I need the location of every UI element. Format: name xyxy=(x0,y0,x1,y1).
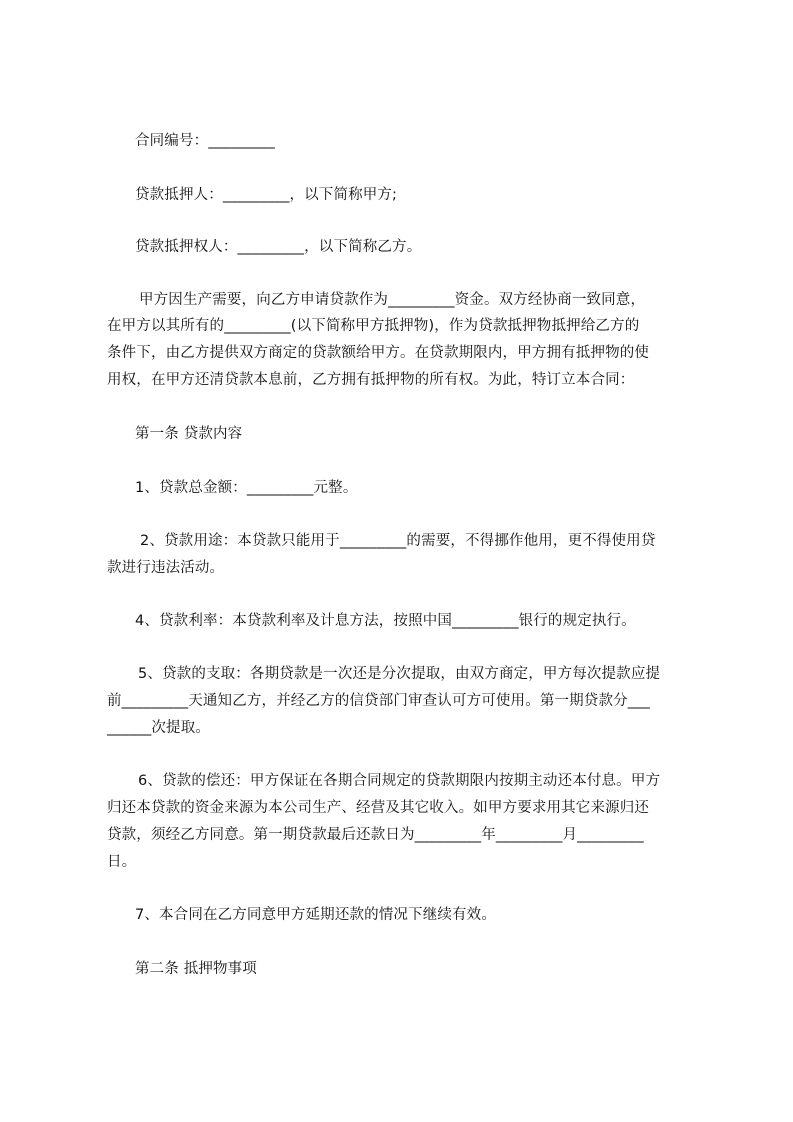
item-5-line-2: 前_________天通知乙方，并经乙方的信贷部门审查认可方可使用。第一期贷款分___ xyxy=(107,693,650,709)
item-6-line-2: 归还本贷款的资金来源为本公司生产、经营及其它收入。如甲方要求用其它来源归还 xyxy=(107,800,650,816)
article-1-title: 第一条 贷款内容 xyxy=(135,426,243,442)
preamble-line-1: 甲方因生产需要，向乙方申请贷款作为_________资金。双方经协商一致同意， xyxy=(139,292,646,308)
preamble-line-3: 条件下，由乙方提供双方商定的贷款额给甲方。在贷款期限内，甲方拥有抵押物的使 xyxy=(107,345,650,361)
item-6-line-3: 贷款，须经乙方同意。第一期贷款最后还款日为_________年_________月_________ xyxy=(107,827,644,843)
article-2-title: 第二条 抵押物事项 xyxy=(135,961,257,977)
contract-number-line: 合同编号：_________ xyxy=(135,133,275,149)
item-1-total-amount: 1、贷款总金额：_________元整。 xyxy=(135,480,358,496)
item-2-line-2: 款进行违法活动。 xyxy=(107,560,225,576)
mortgagor-line: 贷款抵押人：_________，以下简称甲方; xyxy=(135,187,398,203)
mortgagee-line: 贷款抵押权人：_________，以下简称乙方。 xyxy=(135,239,422,255)
item-6-line-4: 日。 xyxy=(107,854,137,870)
item-2-line-1: 2、贷款用途：本贷款只能用于_________的需要，不得挪作他用，更不得使用贷 xyxy=(140,533,656,549)
item-5-line-3: ______次提取。 xyxy=(107,720,210,736)
item-4-interest-rate: 4、贷款利率：本贷款利率及计息方法，按照中国_________银行的规定执行。 xyxy=(135,613,636,629)
item-6-line-1: 6、贷款的偿还：甲方保证在各期合同规定的贷款期限内按期主动还本付息。甲方 xyxy=(138,773,661,789)
preamble-line-2: 在甲方以其所有的_________(以下简称甲方抵押物)，作为贷款抵押物抵押给乙方的 xyxy=(107,318,640,334)
item-5-line-1: 5、贷款的支取：各期贷款是一次还是分次提取，由双方商定，甲方每次提款应提 xyxy=(138,666,661,682)
preamble-line-4: 用权，在甲方还清贷款本息前，乙方拥有抵押物的所有权。为此，特订立本合同： xyxy=(107,372,635,388)
item-7-validity: 7、本合同在乙方同意甲方延期还款的情况下继续有效。 xyxy=(135,907,496,923)
